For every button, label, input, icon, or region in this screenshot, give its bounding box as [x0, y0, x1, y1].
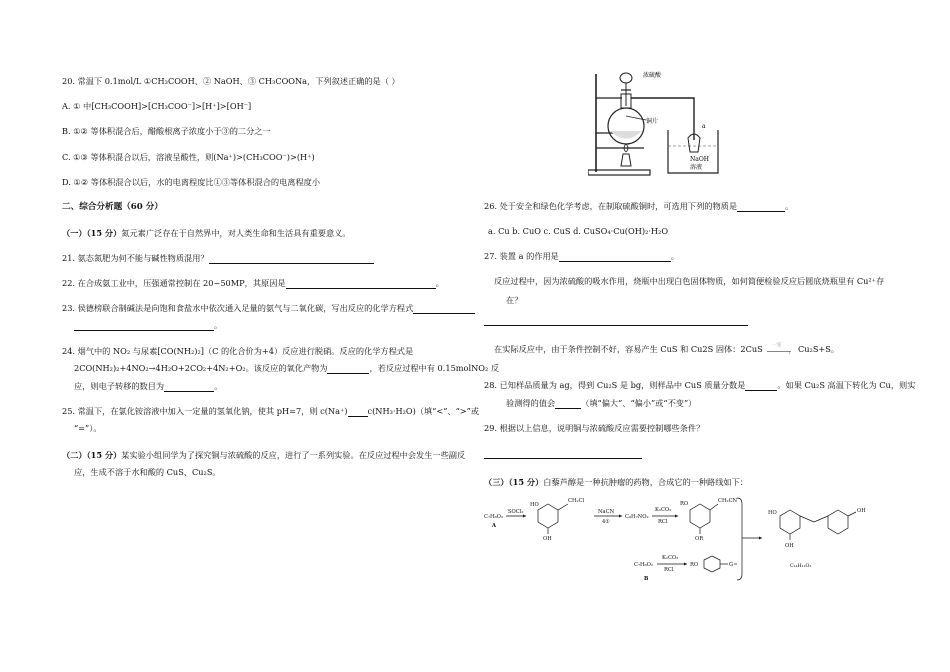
- q27-reaction-product: Cu₂S+S。: [798, 344, 840, 354]
- compound-b-ro: RO: [690, 562, 699, 568]
- reagent-socl2: SOCl₂: [508, 509, 524, 515]
- q24-text3: 应，则电子转移的数目为: [74, 381, 165, 391]
- q25-line2: “=”）。: [74, 423, 102, 433]
- label-solution: 溶液: [690, 164, 703, 171]
- stand-base: [588, 170, 650, 175]
- q28-blank-1[interactable]: [745, 381, 777, 391]
- q24-line1: 24. 烟气中的 NO₂ 与尿素[CO(NH₂)₂]（C 的化合价为+4）反应进行脱硝。反应的化学方程式是: [62, 346, 414, 356]
- q27-answer-line[interactable]: [484, 325, 748, 326]
- label-copper: 铜片: [646, 118, 659, 125]
- reagent-rcl-1: RCl: [658, 519, 668, 525]
- section-heading: 二、综合分析题（60 分）: [62, 202, 163, 212]
- q24-end: 。: [214, 381, 223, 391]
- q20-option-d: D. ①② 等体积混合以后，水的电离程度比①③等体积混合的电离程度小: [62, 177, 321, 187]
- q28-text2: 验测得的值会: [506, 398, 556, 408]
- q27-text: 27. 装置 a 的作用是: [484, 251, 559, 261]
- synthesis-scheme: [482, 492, 882, 588]
- q20-option-a: A. ① 中[CH₃COOH]>[CH₃COO⁻]>[H⁺]>[OH⁻]: [62, 101, 252, 111]
- q28-cont: 。如果 Cu₂S 高温下转化为 Cu，则实: [777, 380, 916, 390]
- q27-reaction: [494, 344, 839, 355]
- funnel-bulb: [620, 73, 632, 83]
- q28-end: （填“偏大”、“偏小”或“不变”）: [581, 398, 697, 408]
- reagent-rcl-2: RCl: [664, 567, 674, 573]
- q25-line1: [62, 406, 479, 417]
- part1-intro: [62, 228, 351, 239]
- q25-cont: c(NH₃·H₂O)（填“<”、“>”或: [367, 406, 480, 416]
- q21-text: 21. 氨态氮肥为何不能与碱性物质混用？: [62, 253, 209, 263]
- part3-head: （三）（15 分）: [484, 477, 544, 487]
- q23-blank-2[interactable]: [74, 321, 214, 331]
- round-flask: [608, 108, 644, 144]
- reagent-k2co3-2: K₂CO₃: [662, 555, 679, 561]
- intermediate-formula: C₈H₇NO₂: [625, 514, 649, 520]
- ring2-or: OR: [695, 536, 704, 542]
- compound-a-label: A: [492, 523, 497, 529]
- q28-text: 28. 已知样品质量为 ag，得到 Cu₂S 是 bg，则样品中 CuS 质量分数是: [484, 380, 746, 390]
- q20-stem: 20. 常温下 0.1mol/L ①CH₃COOH、② NaOH、③ CH₃COONa，下列叙述正确的是（ ）: [62, 76, 400, 86]
- q22-blank[interactable]: [286, 279, 436, 289]
- q23-text: 23. 侯德榜联合制碱法是向饱和食盐水中依次通入足量的氨气与二氧化碳，写出反应的化学方程式: [62, 303, 414, 313]
- step-number: 4①: [602, 519, 610, 525]
- ring-1: [538, 504, 558, 528]
- q29: 29. 根据以上信息，说明铜与浓硫酸反应需要控制哪些条件？: [484, 423, 705, 433]
- compound-b-g: G: [729, 562, 734, 568]
- reaction-condition: 一定: [772, 342, 782, 348]
- ring-b: [704, 556, 720, 572]
- reagent-nacn: NaCN: [598, 509, 615, 515]
- product-ring-1: [780, 510, 800, 534]
- product-formula: C₁₄H₁₂O₃: [790, 564, 812, 569]
- product-ring-2: [828, 510, 848, 534]
- part2-head: （二）（15 分）: [62, 450, 122, 460]
- q20-option-b: B. ①② 等体积混合后，醋酸根离子浓度小于③的二分之一: [62, 126, 271, 136]
- q23-end: 。: [214, 320, 223, 330]
- product-oh-1: OH: [785, 543, 794, 549]
- q21-blank[interactable]: [209, 254, 374, 264]
- q26-blank[interactable]: [737, 202, 785, 212]
- q22-text: 22. 在合成氨工业中，压强通常控制在 20~50MP，其原因是: [62, 278, 286, 288]
- apparatus-diagram: [588, 68, 738, 180]
- part1-text: 氮元素广泛存在于自然界中，对人类生命和生活具有重要意义。: [121, 228, 351, 238]
- flask-liquid: [610, 131, 642, 139]
- q21: [62, 253, 374, 264]
- product-oh-2: OH: [857, 508, 866, 514]
- compound-b-label: B: [644, 576, 649, 582]
- q24-cont: ，若反应过程中有 0.15molNO₂ 反: [369, 363, 500, 373]
- ring-2: [690, 504, 710, 528]
- vinyl-linker: [800, 516, 828, 522]
- q27-question: 反应过程中，因为浓硫酸的吸水作用，烧瓶中出现白色固体物质，如何简便检验反应后圆底烧瓶里有 Cu²⁺存: [494, 276, 885, 286]
- q27-question-end: 在？: [506, 295, 523, 305]
- ring1-oh: OH: [543, 536, 552, 542]
- q20-option-c: C. ①③ 等体积混合以后，溶液呈酸性，则(Na⁺)>(CH₃COO⁻)>(H⁺): [62, 152, 315, 162]
- part2-text: 某实验小组同学为了探究铜与浓硫酸的反应，进行了一系列实验。在反应过程中会发生一些副反: [121, 450, 466, 460]
- part1-head: （一）（15 分）: [62, 228, 122, 238]
- q27: [484, 251, 679, 262]
- product-ho: HO: [768, 510, 777, 516]
- q24-blank-2[interactable]: [164, 382, 214, 392]
- part2-text-line2: 应，生成不溶于水和酸的 CuS、Cu₂S。: [74, 467, 221, 477]
- q26: [484, 201, 793, 212]
- compound-a-formula: C₇H₈O₃: [484, 514, 503, 520]
- q28-line1: [484, 380, 915, 391]
- compound-b-formula: C₇H₆O₂: [634, 562, 653, 568]
- q24-blank-1[interactable]: [327, 364, 369, 374]
- ring1-ch2cl: CH₂Cl: [568, 498, 585, 504]
- q24-line3: [74, 381, 222, 392]
- ring2-ch2cn: CH₂CN: [718, 498, 738, 504]
- q25-blank[interactable]: [348, 407, 368, 417]
- q25-text: 25. 常温下，在氯化铵溶液中加入一定量的氢氧化钠，使其 pH=7，则 c(Na⁺): [62, 406, 348, 416]
- q23-line2: [74, 320, 222, 331]
- q27-blank[interactable]: [559, 252, 671, 262]
- q29-answer-line[interactable]: [484, 458, 642, 459]
- part3-intro: [484, 477, 748, 488]
- part2-intro: [62, 450, 465, 461]
- q27-reaction-text: 在实际反应中，由于条件控制不好，容易产生 CuS 和 Cu2S 固体：2CuS: [494, 344, 763, 354]
- burner: [621, 154, 631, 166]
- ring2-ro: RO: [680, 501, 689, 507]
- label-conc-acid: 浓硫酸: [643, 72, 662, 79]
- q26-options: a. Cu b. CuO c. CuS d. CuSO₄·Cu(OH)₂·H₂O: [488, 226, 669, 236]
- q26-end: 。: [785, 201, 794, 211]
- q22-end: 。: [435, 278, 444, 288]
- label-naoh: NaOH: [690, 156, 709, 163]
- part3-text: 白藜芦醇是一种抗肿瘤的药物，合成它的一种路线如下：: [543, 477, 748, 487]
- q26-text: 26. 处于安全和绿色化学考虑，在制取硫酸铜时，可选用下列的物质是: [484, 201, 738, 211]
- q22: [62, 278, 444, 289]
- reaction-arrow: 一定 ›: [765, 346, 795, 355]
- q23-blank-1[interactable]: [413, 304, 475, 314]
- q28-line2: [506, 398, 696, 409]
- combine-bracket: [737, 498, 742, 580]
- q24-equation: 2CO(NH₂)₂+4NO₂→4H₂O+2CO₂+4N₂+O₂。该反应的氧化产物为: [74, 363, 328, 373]
- reagent-k2co3-1: K₂CO₃: [655, 507, 672, 513]
- q24-line2: [74, 363, 499, 374]
- ring1-ho: HO: [530, 502, 539, 508]
- q28-blank-2[interactable]: [555, 399, 581, 409]
- label-a: a: [702, 123, 706, 130]
- q23: [62, 303, 475, 314]
- q27-end: 。: [670, 251, 680, 261]
- copper-pointer: [626, 116, 646, 120]
